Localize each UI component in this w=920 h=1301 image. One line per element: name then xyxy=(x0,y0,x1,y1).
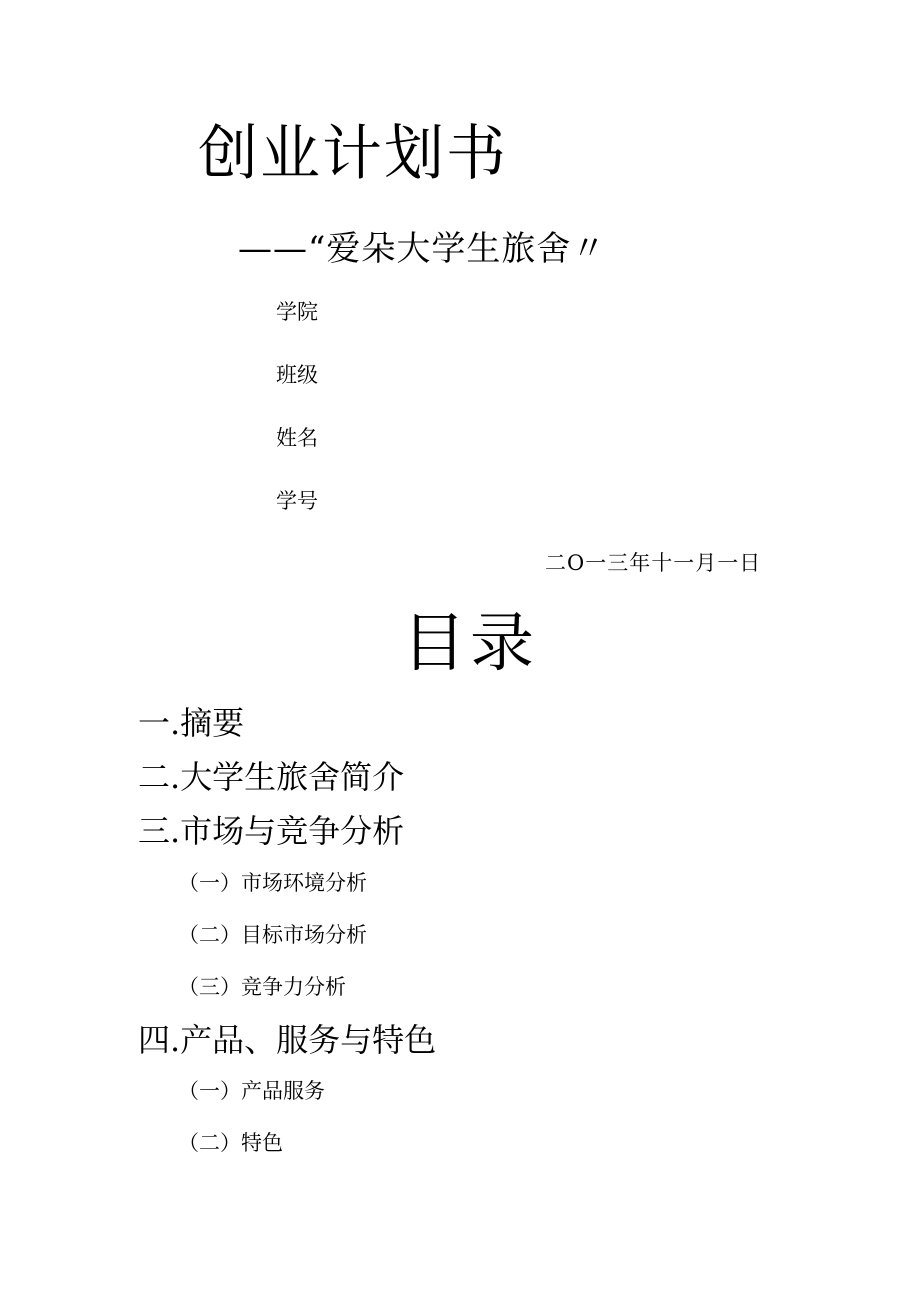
toc-item-market-competition: 三.市场与竞争分析 xyxy=(138,812,405,850)
toc-subitem-competitiveness: （三）竞争力分析 xyxy=(178,975,346,999)
toc-item-hostel-intro: 二.大学生旅舍简介 xyxy=(138,758,405,796)
field-label-student-id: 学号 xyxy=(276,489,318,513)
toc-subitem-product-service: （一）产品服务 xyxy=(178,1079,325,1103)
toc-subitem-target-market: （二）目标市场分析 xyxy=(178,923,367,947)
document-title: 创业计划书 xyxy=(198,119,508,189)
field-label-name: 姓名 xyxy=(276,426,318,450)
toc-subitem-market-environment: （一）市场环境分析 xyxy=(178,871,367,895)
toc-heading: 目录 xyxy=(402,607,538,681)
document-date: 二O一三年十一月一日 xyxy=(545,551,762,575)
field-label-college: 学院 xyxy=(276,300,318,324)
field-label-class: 班级 xyxy=(276,363,318,387)
toc-subitem-features: （二）特色 xyxy=(178,1131,283,1155)
toc-item-products-services: 四.产品、服务与特色 xyxy=(138,1021,437,1059)
document-subtitle: ——“爱朵大学生旅舍〃 xyxy=(238,229,607,269)
toc-item-abstract: 一.摘要 xyxy=(138,704,245,742)
